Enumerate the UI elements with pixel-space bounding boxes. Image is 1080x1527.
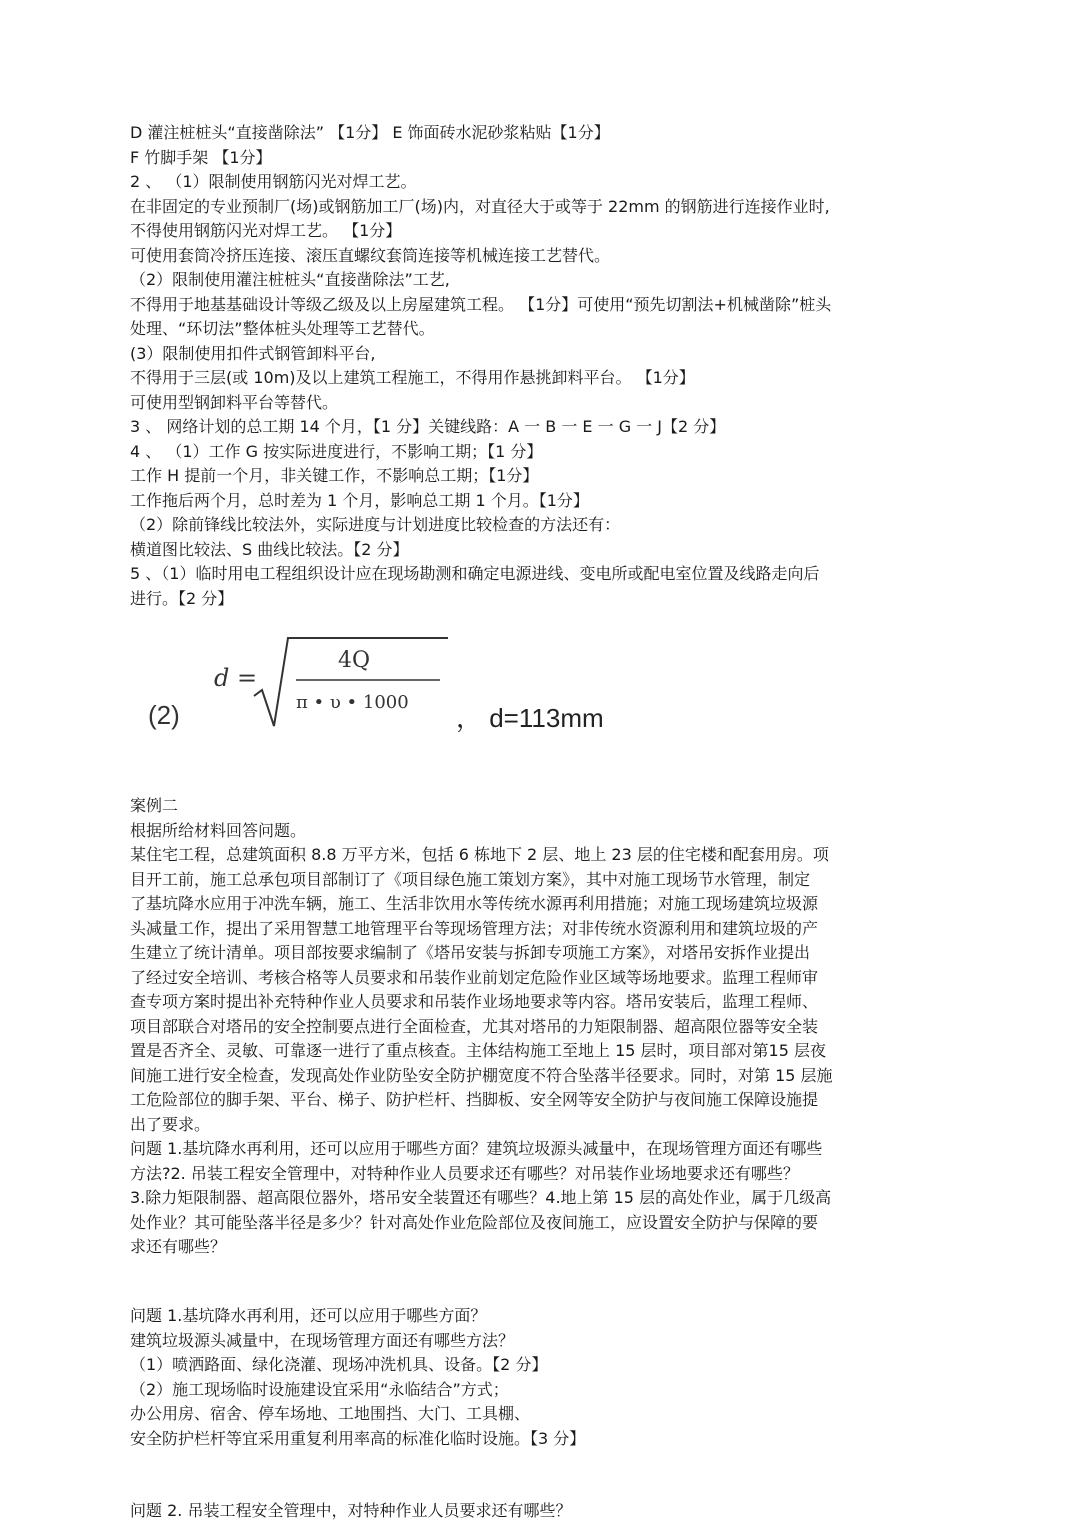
case-two-section (130, 794, 960, 1260)
text-line: 进行。【2 分】 (130, 588, 234, 608)
text-line: 求还有哪些？ (130, 1237, 227, 1256)
text-line: (3）限制使用扣件式钢管卸料平台, (130, 343, 376, 363)
text-line: 问题 2. 吊装工程安全管理中，对特种作业人员要求还有哪些？ (130, 1501, 572, 1520)
text-line: 工作拖后两个月，总时差为 1 个月，影响总工期 1 个月。【1分】 (130, 490, 589, 510)
text-line: 可使用型钢卸料平台等替代。 (130, 392, 339, 412)
formula-item-number: (2) (148, 700, 180, 730)
text-line: 工危险部位的脚手架、平台、梯子、防护栏杆、挡脚板、安全网等安全防护与夜间施工保障设施提 (130, 1090, 819, 1109)
text-line: 横道图比较法、S 曲线比较法。【2 分】 (130, 539, 409, 559)
text-line: 办公用房、宿舍、停车场地、工地围挡、大门、工具棚、 (130, 1404, 531, 1423)
text-line: 不得用于地基基础设计等级乙级及以上房屋建筑工程。 【1分】可使用“预先切割法+机械凿除”桩头 (130, 294, 832, 314)
question-two-heading (130, 1499, 960, 1524)
text-line: （2）限制使用灌注桩桩头“直接凿除法”工艺, (130, 270, 450, 289)
text-line: 不得使用钢筋闪光对焊工艺。 【1分】 (130, 221, 402, 240)
text-line: 目开工前，施工总承包项目部制订了《项目绿色施工策划方案》，其中对施工现场节水管理，制定 (130, 869, 811, 889)
text-line: 4 、 （1）工作 G 按实际进度进行，不影响工期；【1 分】 (130, 441, 543, 461)
text-line: 生建立了统计清单。项目部按要求编制了《塔吊安装与拆卸专项施工方案》，对塔吊安拆作业提出 (130, 943, 811, 962)
text-line: 工作 H 提前一个月，非关键工作，不影响总工期；【1分】 (130, 466, 539, 485)
section-heading: 案例二 (130, 796, 179, 815)
text-line: 建筑垃圾源头减量中，在现场管理方面还有哪些方法？ (130, 1330, 515, 1350)
text-line: 间施工进行安全检查，发现高处作业防坠安全防护棚宽度不符合坠落半径要求。同时，对第 15 层施 (130, 1065, 833, 1085)
formula-numerator: 4Q (338, 648, 371, 673)
question-one-answer (130, 1304, 960, 1451)
text-line: （2）除前锋线比较法外，实际进度与计划进度比较检查的方法还有： (130, 515, 621, 534)
text-line: 2 、 （1）限制使用钢筋闪光对焊工艺。 (130, 172, 417, 191)
answer-section-part1 (130, 121, 960, 611)
text-line: 5 、（1）临时用电工程组织设计应在现场勘测和确定电源进线、变电所或配电室位置及线路走向后 (130, 564, 820, 583)
text-line: 方法?2. 吊装工程安全管理中，对特种作业人员要求还有哪些？对吊装作业场地要求还有哪些？ (130, 1163, 799, 1183)
text-line: 3.除力矩限制器、超高限位器外，塔吊安全装置还有哪些？4.地上第 15 层的高处作业，属于几级高 (130, 1188, 832, 1207)
text-line: 根据所给材料回答问题。 (130, 820, 307, 840)
text-line: （2）施工现场临时设施建设宜采用“永临结合”方式； (130, 1379, 509, 1399)
text-line: D 灌注桩桩头“直接凿除法” 【1分】 E 饰面砖水泥砂浆粘贴【1分】 (130, 123, 610, 142)
text-line: F 竹脚手架 【1分】 (130, 147, 272, 167)
text-line: 处作业？其可能坠落半径是多少？针对高处作业危险部位及夜间施工，应设置安全防护与保障的要 (130, 1212, 819, 1232)
text-line: 了经过安全培训、考核合格等人员要求和吊装作业前划定危险作业区域等场地要求。监理工程师审 (130, 967, 819, 987)
text-line: 了基坑降水应用于冲洗车辆，施工、生活非饮用水等传统水源再利用措施；对施工现场建筑垃圾源 (130, 894, 819, 913)
text-line: 在非固定的专业预制厂(场)或钢筋加工厂(场)内，对直径大于或等于 22mm 的钢筋进行连接作业时, (130, 196, 830, 216)
text-line: 安全防护栏杆等宜采用重复利用率高的标准化临时设施。【3 分】 (130, 1428, 586, 1448)
formula-denominator: π • υ • 1000 (296, 692, 409, 713)
pipe-diameter-formula (148, 634, 668, 744)
text-line: 问题 1.基坑降水再利用，还可以应用于哪些方面？建筑垃圾源头减量中，在现场管理方面还有哪些 (130, 1139, 823, 1158)
text-line: 出了要求。 (130, 1114, 211, 1134)
text-line: （1）喷洒路面、绿化浇灌、现场冲洗机具、设备。【2 分】 (130, 1355, 548, 1374)
formula-result: ， d=113mm (456, 703, 604, 733)
text-line: 不得用于三层(或 10m)及以上建筑工程施工，不得用作悬挑卸料平台。 【1分】 (130, 368, 695, 387)
text-line: 置是否齐全、灵敏、可靠逐一进行了重点核查。主体结构施工至地上 15 层时，项目部对第15 层夜 (130, 1041, 826, 1060)
text-line: 查专项方案时提出补充特种作业人员要求和吊装作业场地要求等内容。塔吊安装后，监理工程师、 (130, 992, 819, 1011)
text-line: 项目部联合对塔吊的安全控制要点进行全面检查，尤其对塔吊的力矩限制器、超高限位器等安全装 (130, 1016, 819, 1036)
text-line: 问题 1.基坑降水再利用，还可以应用于哪些方面？ (130, 1306, 487, 1325)
text-line: 处理、“环切法”整体桩头处理等工艺替代。 (130, 319, 435, 338)
text-line: 头减量工作，提出了采用智慧工地管理平台等现场管理方法；对非传统水资源利用和建筑垃圾的产 (130, 918, 819, 938)
formula-lhs: d = (214, 664, 258, 692)
text-line: 3 、 网络计划的总工期 14 个月，【1 分】关键线路：A 一 B 一 E 一 G 一 J【2 分】 (130, 417, 726, 436)
text-line: 某住宅工程，总建筑面积 8.8 万平方米，包括 6 栋地下 2 层、地上 23 层的住宅楼和配套用房。项 (130, 845, 829, 864)
text-line: 可使用套筒冷挤压连接、滚压直螺纹套筒连接等机械连接工艺替代。 (130, 245, 611, 265)
